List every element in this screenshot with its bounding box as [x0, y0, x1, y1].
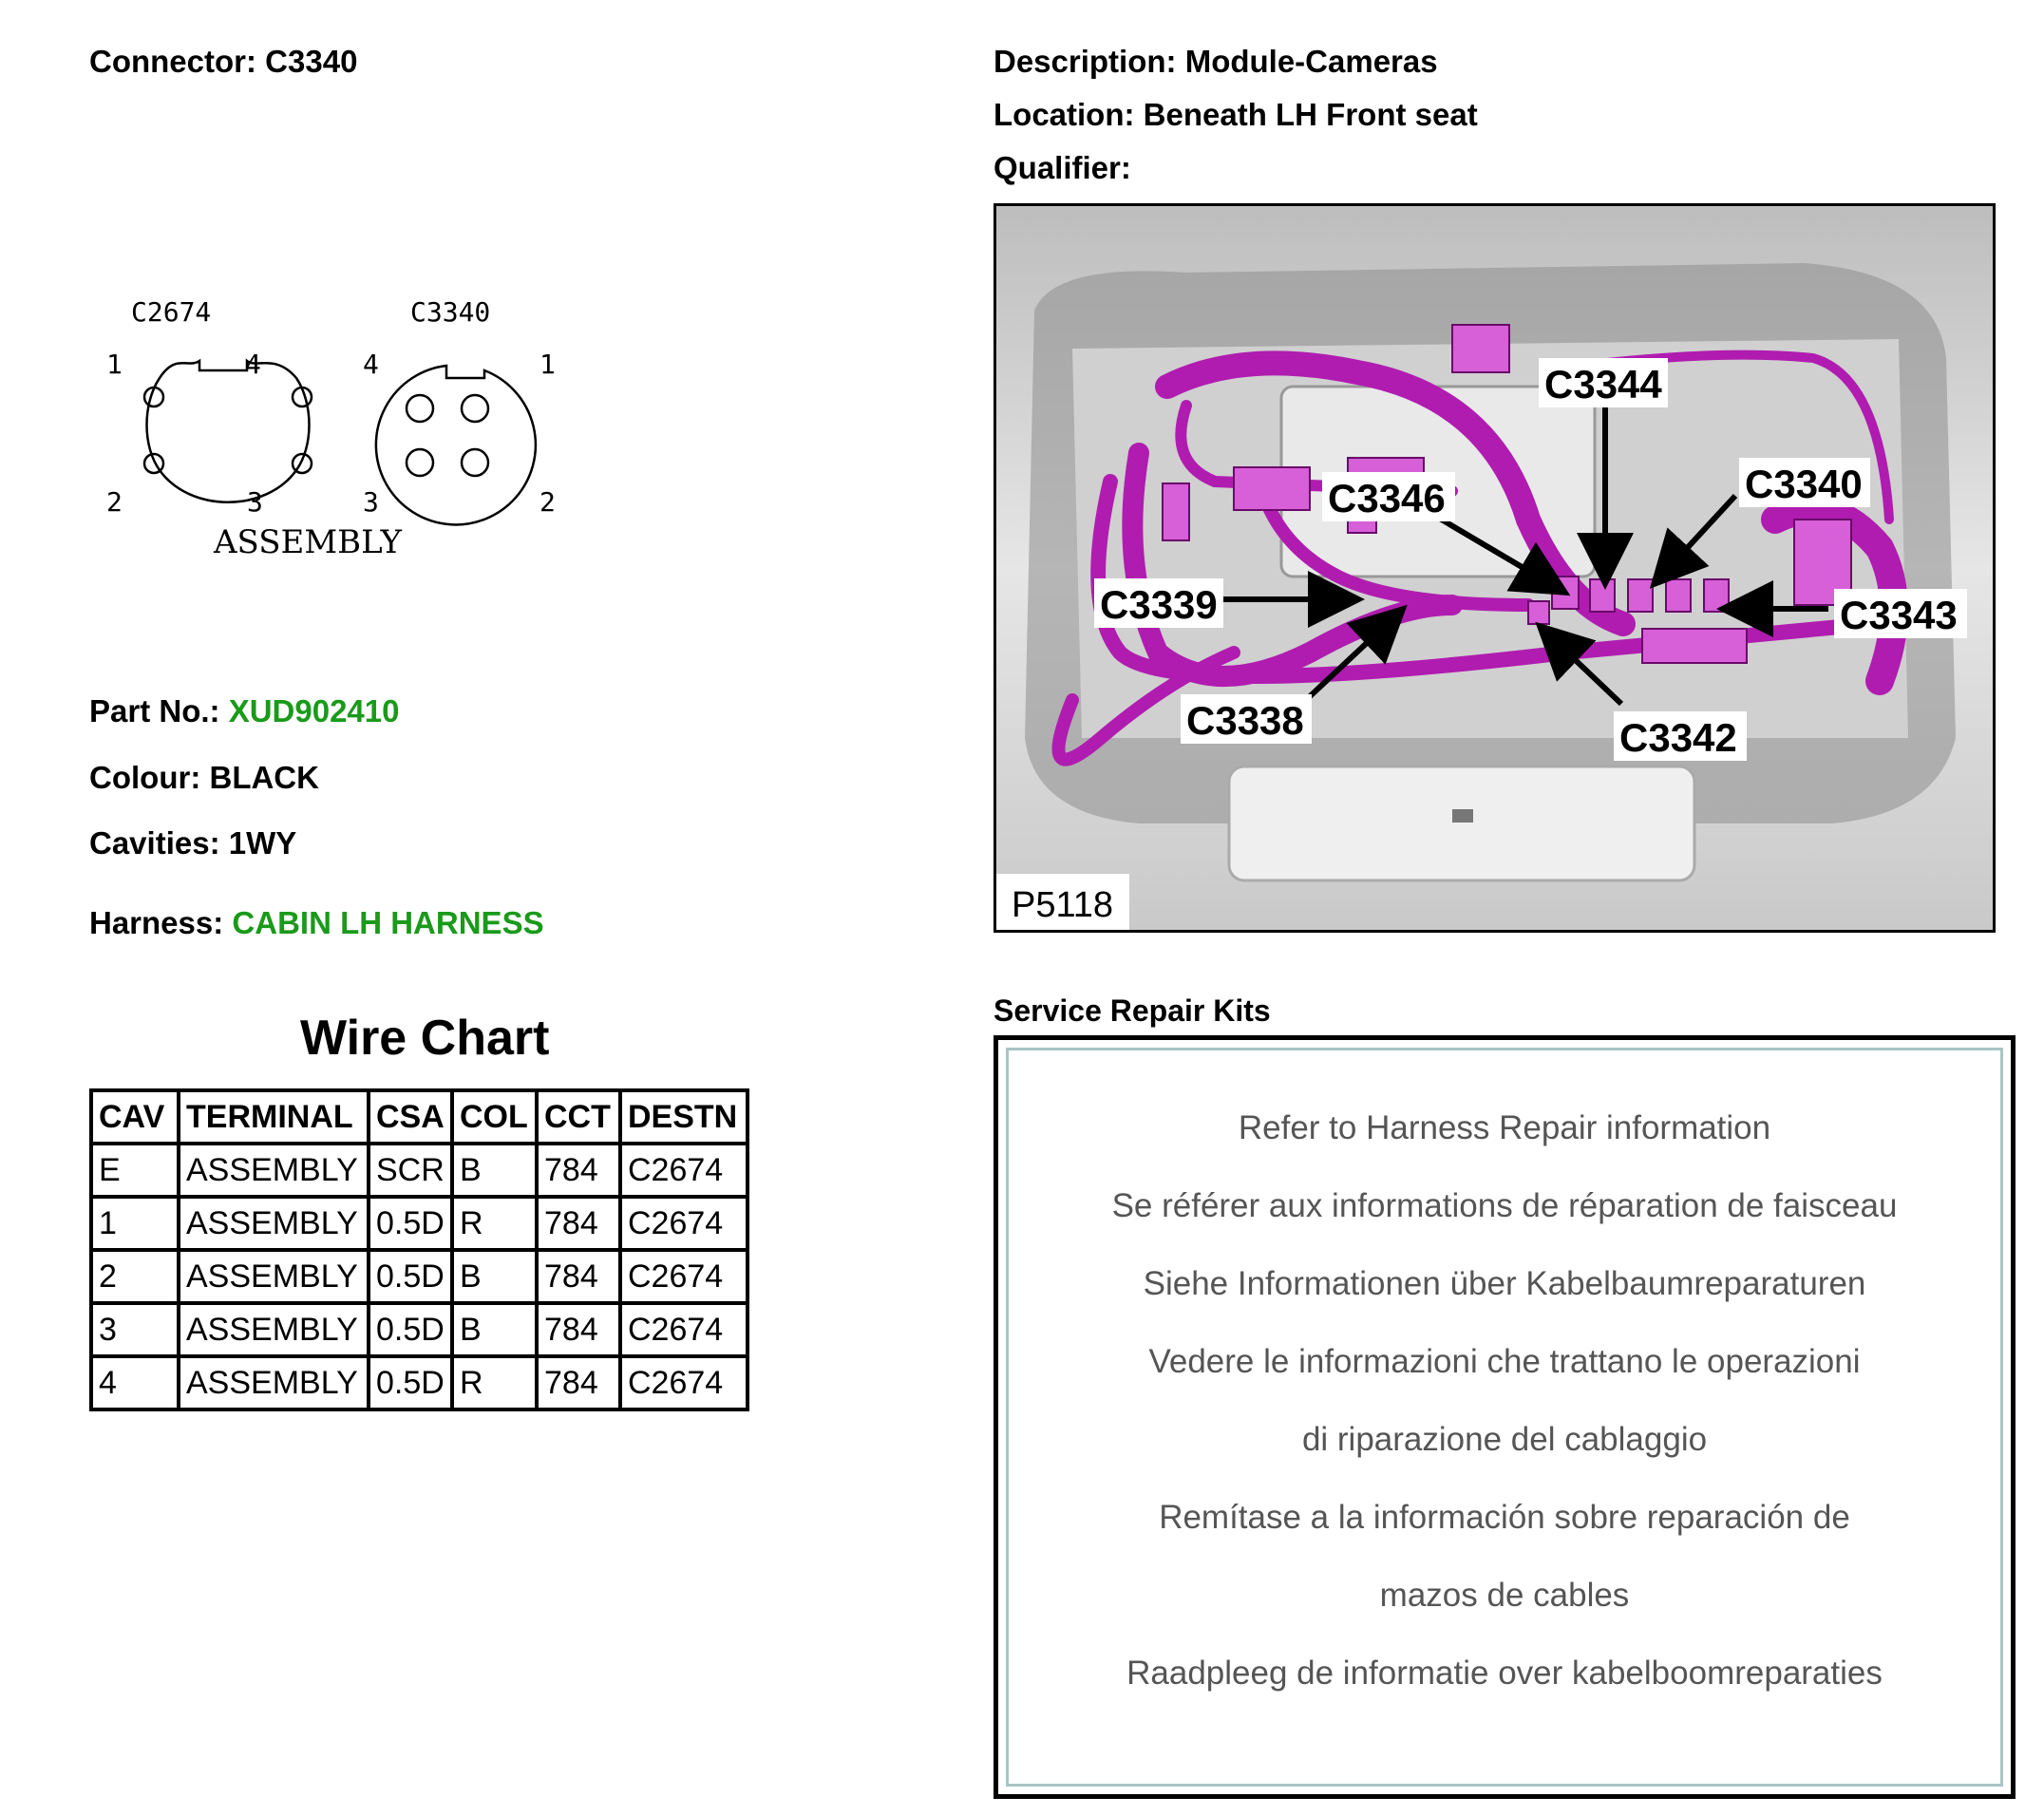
- left-pin-label: 1: [106, 349, 123, 380]
- harness-illustration: [996, 206, 1993, 930]
- callout-label: C3344: [1544, 362, 1662, 407]
- cell-cav: 4: [93, 1358, 180, 1408]
- table-row: [93, 1358, 746, 1408]
- cell-csa: 0.5D: [370, 1305, 454, 1358]
- right-pin-label: 4: [363, 349, 379, 380]
- service-kits-box: [994, 1035, 2016, 1799]
- kit-line: di riparazione del cablaggio: [1301, 1421, 1708, 1458]
- harness-value: CABIN LH HARNESS: [232, 905, 544, 940]
- cell-destn: C2674: [622, 1145, 746, 1199]
- column-header: DESTN: [622, 1092, 746, 1145]
- kit-line: Remítase a la información sobre reparación de: [1159, 1499, 1850, 1536]
- pinout-caption: ASSEMBLY: [214, 523, 403, 561]
- table-row: [93, 1145, 746, 1199]
- cell-destn: C2674: [622, 1305, 746, 1358]
- column-header: TERMINAL: [180, 1092, 370, 1145]
- right-pin-label: 2: [539, 486, 556, 518]
- cell-terminal: ASSEMBLY: [180, 1358, 370, 1408]
- kit-line: Se référer aux informations de réparation de faisceau: [1111, 1187, 1898, 1224]
- column-header: CSA: [370, 1092, 454, 1145]
- cell-terminal: ASSEMBLY: [180, 1305, 370, 1358]
- cavities-line: [89, 825, 296, 861]
- location-label: Location:: [994, 97, 1135, 132]
- callout-label: C3346: [1328, 476, 1446, 520]
- cell-cct: 784: [539, 1358, 622, 1408]
- callout-label: C3339: [1100, 582, 1218, 627]
- column-header: CCT: [539, 1092, 622, 1145]
- table-header-row: [93, 1092, 746, 1145]
- right-connector-title: C3340: [410, 296, 491, 328]
- cell-csa: 0.5D: [370, 1252, 454, 1305]
- cell-col: R: [454, 1358, 539, 1408]
- cell-csa: 0.5D: [370, 1199, 454, 1252]
- kit-line: mazos de cables: [1379, 1577, 1630, 1614]
- left-pin-label: 4: [245, 349, 261, 380]
- column-header: COL: [454, 1092, 539, 1145]
- photo-reference: P5118: [1012, 885, 1114, 925]
- right-pin-label: 3: [363, 486, 379, 518]
- column-header: CAV: [93, 1092, 180, 1145]
- connector-line: [89, 44, 357, 80]
- cell-destn: C2674: [622, 1199, 746, 1252]
- cell-destn: C2674: [622, 1252, 746, 1305]
- wire-chart-title: Wire Chart: [300, 1011, 550, 1066]
- harness-line: [89, 905, 544, 941]
- callout-label: C3340: [1745, 462, 1863, 506]
- callout-label: C3343: [1840, 593, 1958, 637]
- cell-col: R: [454, 1199, 539, 1252]
- left-connector-title: C2674: [131, 296, 212, 328]
- kit-line: Refer to Harness Repair information: [1238, 1109, 1771, 1146]
- cavities-label: Cavities:: [89, 825, 220, 861]
- cell-cct: 784: [539, 1305, 622, 1358]
- part-label: Part No.:: [89, 693, 220, 728]
- kit-line: Siehe Informationen über Kabelbaumreparaturen: [1143, 1265, 1866, 1302]
- connector-value: C3340: [265, 44, 358, 79]
- location-photo: [994, 203, 1996, 933]
- pinout-diagram: [85, 294, 579, 570]
- kit-line: Raadpleeg de informatie over kabelboomreparaties: [1126, 1655, 1883, 1692]
- description-line: [994, 44, 1438, 80]
- description-value: Module-Cameras: [1184, 44, 1438, 79]
- description-label: Description:: [994, 44, 1177, 79]
- cell-csa: SCR: [370, 1145, 454, 1199]
- colour-value: BLACK: [209, 760, 319, 795]
- part-value: XUD902410: [228, 693, 400, 728]
- cell-cav: 3: [93, 1305, 180, 1358]
- kit-line: Vedere le informazioni che trattano le operazioni: [1148, 1343, 1861, 1380]
- cell-col: B: [454, 1252, 539, 1305]
- location-line: [994, 97, 1478, 133]
- table-row: [93, 1252, 746, 1305]
- cell-cav: 1: [93, 1199, 180, 1252]
- cell-terminal: ASSEMBLY: [180, 1145, 370, 1199]
- part-line: [89, 693, 399, 729]
- colour-label: Colour:: [89, 760, 201, 795]
- cell-col: B: [454, 1305, 539, 1358]
- cell-col: B: [454, 1145, 539, 1199]
- qualifier-line: [994, 150, 1131, 186]
- colour-line: [89, 760, 319, 796]
- harness-label: Harness:: [89, 905, 224, 940]
- cell-csa: 0.5D: [370, 1358, 454, 1408]
- right-pin-label: 1: [539, 349, 556, 380]
- cell-cav: E: [93, 1145, 180, 1199]
- table-row: [93, 1305, 746, 1358]
- cell-cct: 784: [539, 1252, 622, 1305]
- left-pin-label: 3: [247, 486, 263, 518]
- connector-label: Connector:: [89, 44, 256, 79]
- table-row: [93, 1199, 746, 1252]
- callout-label: C3342: [1619, 715, 1737, 760]
- callout-label: C3338: [1186, 698, 1304, 743]
- cell-terminal: ASSEMBLY: [180, 1199, 370, 1252]
- service-kits-title: Service Repair Kits: [994, 993, 1271, 1028]
- cell-cav: 2: [93, 1252, 180, 1305]
- cell-cct: 784: [539, 1199, 622, 1252]
- cell-terminal: ASSEMBLY: [180, 1252, 370, 1305]
- cell-cct: 784: [539, 1145, 622, 1199]
- qualifier-label: Qualifier:: [994, 150, 1131, 185]
- cavities-value: 1WY: [228, 825, 297, 861]
- wire-chart-table: [89, 1088, 749, 1411]
- left-pin-label: 2: [106, 486, 123, 518]
- cell-destn: C2674: [628, 1364, 724, 1401]
- location-value: Beneath LH Front seat: [1143, 97, 1478, 132]
